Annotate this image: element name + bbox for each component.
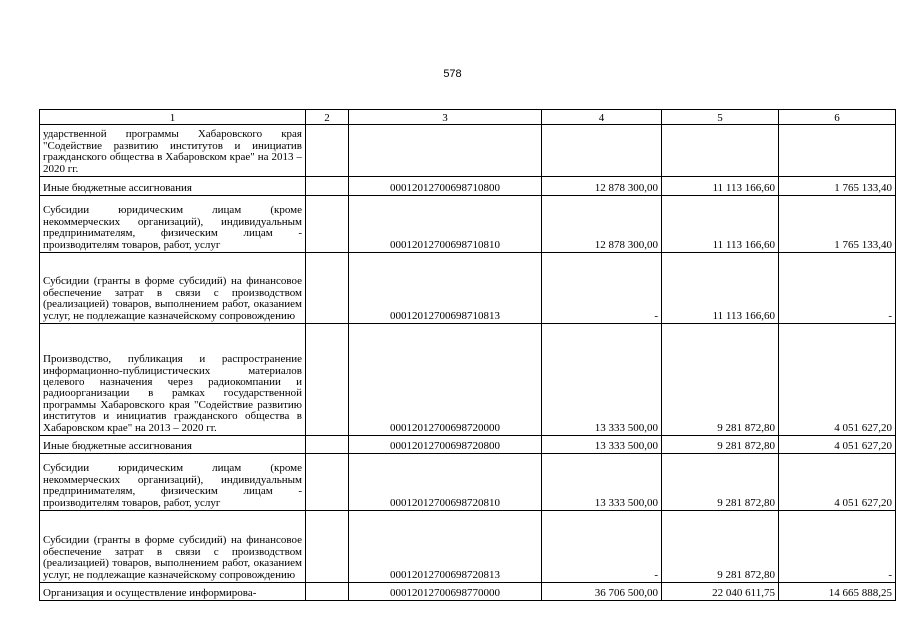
- table-row: [40, 511, 896, 583]
- row-col2-cell: [306, 436, 349, 454]
- column-header: 1: [40, 110, 306, 125]
- row-approved-cell: 13 333 500,00: [542, 454, 662, 511]
- row-name-cell: Иные бюджетные ассигнования: [40, 436, 306, 454]
- column-header: 3: [349, 110, 542, 125]
- row-executed-cell: [662, 125, 779, 177]
- table-header-row: [40, 110, 896, 125]
- page-number: 578: [443, 68, 462, 80]
- table-row: [40, 436, 896, 454]
- row-name-cell: Организация и осуществление информирова-: [40, 583, 306, 601]
- table-row: [40, 196, 896, 253]
- row-remaining-cell: [779, 125, 896, 177]
- table-row: [40, 454, 896, 511]
- row-executed-cell: 9 281 872,80: [662, 511, 779, 583]
- row-code-cell: 00012012700698720813: [349, 511, 542, 583]
- row-name-cell: Иные бюджетные ассигнования: [40, 177, 306, 196]
- row-name-cell: ударственной программы Хабаровского края "Содействие развитию институтов и инициатив гражданского общества в Хабаровском крае" на 2013 – 2020 гг.: [40, 125, 306, 177]
- table-row: [40, 125, 896, 177]
- row-code-cell: [349, 125, 542, 177]
- row-code-cell: 00012012700698710813: [349, 253, 542, 324]
- row-col2-cell: [306, 583, 349, 601]
- row-col2-cell: [306, 177, 349, 196]
- row-remaining-cell: 1 765 133,40: [779, 177, 896, 196]
- row-col2-cell: [306, 324, 349, 436]
- row-name-cell: Субсидии (гранты в форме субсидий) на финансовое обеспечение затрат в связи с производством (реализацией) товаров, выполнением работ, оказанием услуг, не подлежащие казначейскому сопровождению: [40, 253, 306, 324]
- row-executed-cell: 11 113 166,60: [662, 177, 779, 196]
- column-header: 4: [542, 110, 662, 125]
- budget-table: [39, 109, 896, 601]
- table-row: [40, 177, 896, 196]
- row-code-cell: 00012012700698720000: [349, 324, 542, 436]
- row-remaining-cell: 1 765 133,40: [779, 196, 896, 253]
- row-name-cell: Субсидии юридическим лицам (кроме некоммерческих организаций), индивидуальным предпринимателям, физическим лицам - производителям товаров, работ, услуг: [40, 196, 306, 253]
- row-remaining-cell: -: [779, 253, 896, 324]
- row-col2-cell: [306, 125, 349, 177]
- row-col2-cell: [306, 454, 349, 511]
- row-executed-cell: 9 281 872,80: [662, 436, 779, 454]
- row-code-cell: 00012012700698770000: [349, 583, 542, 601]
- column-header: 6: [779, 110, 896, 125]
- row-executed-cell: 11 113 166,60: [662, 196, 779, 253]
- row-name-cell: Субсидии юридическим лицам (кроме некоммерческих организаций), индивидуальным предпринимателям, физическим лицам - производителям товаров, работ, услуг: [40, 454, 306, 511]
- table-row: [40, 324, 896, 436]
- row-col2-cell: [306, 196, 349, 253]
- row-approved-cell: -: [542, 253, 662, 324]
- row-executed-cell: 9 281 872,80: [662, 454, 779, 511]
- row-remaining-cell: 4 051 627,20: [779, 324, 896, 436]
- row-col2-cell: [306, 253, 349, 324]
- row-executed-cell: 22 040 611,75: [662, 583, 779, 601]
- row-code-cell: 00012012700698720810: [349, 454, 542, 511]
- row-name-cell: Субсидии (гранты в форме субсидий) на финансовое обеспечение затрат в связи с производством (реализацией) товаров, выполнением работ, оказанием услуг, не подлежащие казначейскому сопровождению: [40, 511, 306, 583]
- row-remaining-cell: 14 665 888,25: [779, 583, 896, 601]
- row-approved-cell: 13 333 500,00: [542, 324, 662, 436]
- row-remaining-cell: 4 051 627,20: [779, 436, 896, 454]
- row-code-cell: 00012012700698710800: [349, 177, 542, 196]
- row-approved-cell: -: [542, 511, 662, 583]
- table-row: [40, 583, 896, 601]
- column-header: 2: [306, 110, 349, 125]
- row-approved-cell: 12 878 300,00: [542, 177, 662, 196]
- row-code-cell: 00012012700698720800: [349, 436, 542, 454]
- column-header: 5: [662, 110, 779, 125]
- row-approved-cell: 36 706 500,00: [542, 583, 662, 601]
- row-approved-cell: [542, 125, 662, 177]
- row-name-cell: Производство, публикация и распространение информационно-публицистических материалов целевого назначения через радиокомпании и радиоорганизации в рамках государственной программы Хабаровского края "Содействие развитию институтов и инициатив гражданского общества в Хабаровском крае" на 2013 – 2020 гг.: [40, 324, 306, 436]
- table-row: [40, 253, 896, 324]
- row-remaining-cell: 4 051 627,20: [779, 454, 896, 511]
- row-executed-cell: 11 113 166,60: [662, 253, 779, 324]
- row-code-cell: 00012012700698710810: [349, 196, 542, 253]
- row-col2-cell: [306, 511, 349, 583]
- row-remaining-cell: -: [779, 511, 896, 583]
- row-approved-cell: 12 878 300,00: [542, 196, 662, 253]
- row-approved-cell: 13 333 500,00: [542, 436, 662, 454]
- row-executed-cell: 9 281 872,80: [662, 324, 779, 436]
